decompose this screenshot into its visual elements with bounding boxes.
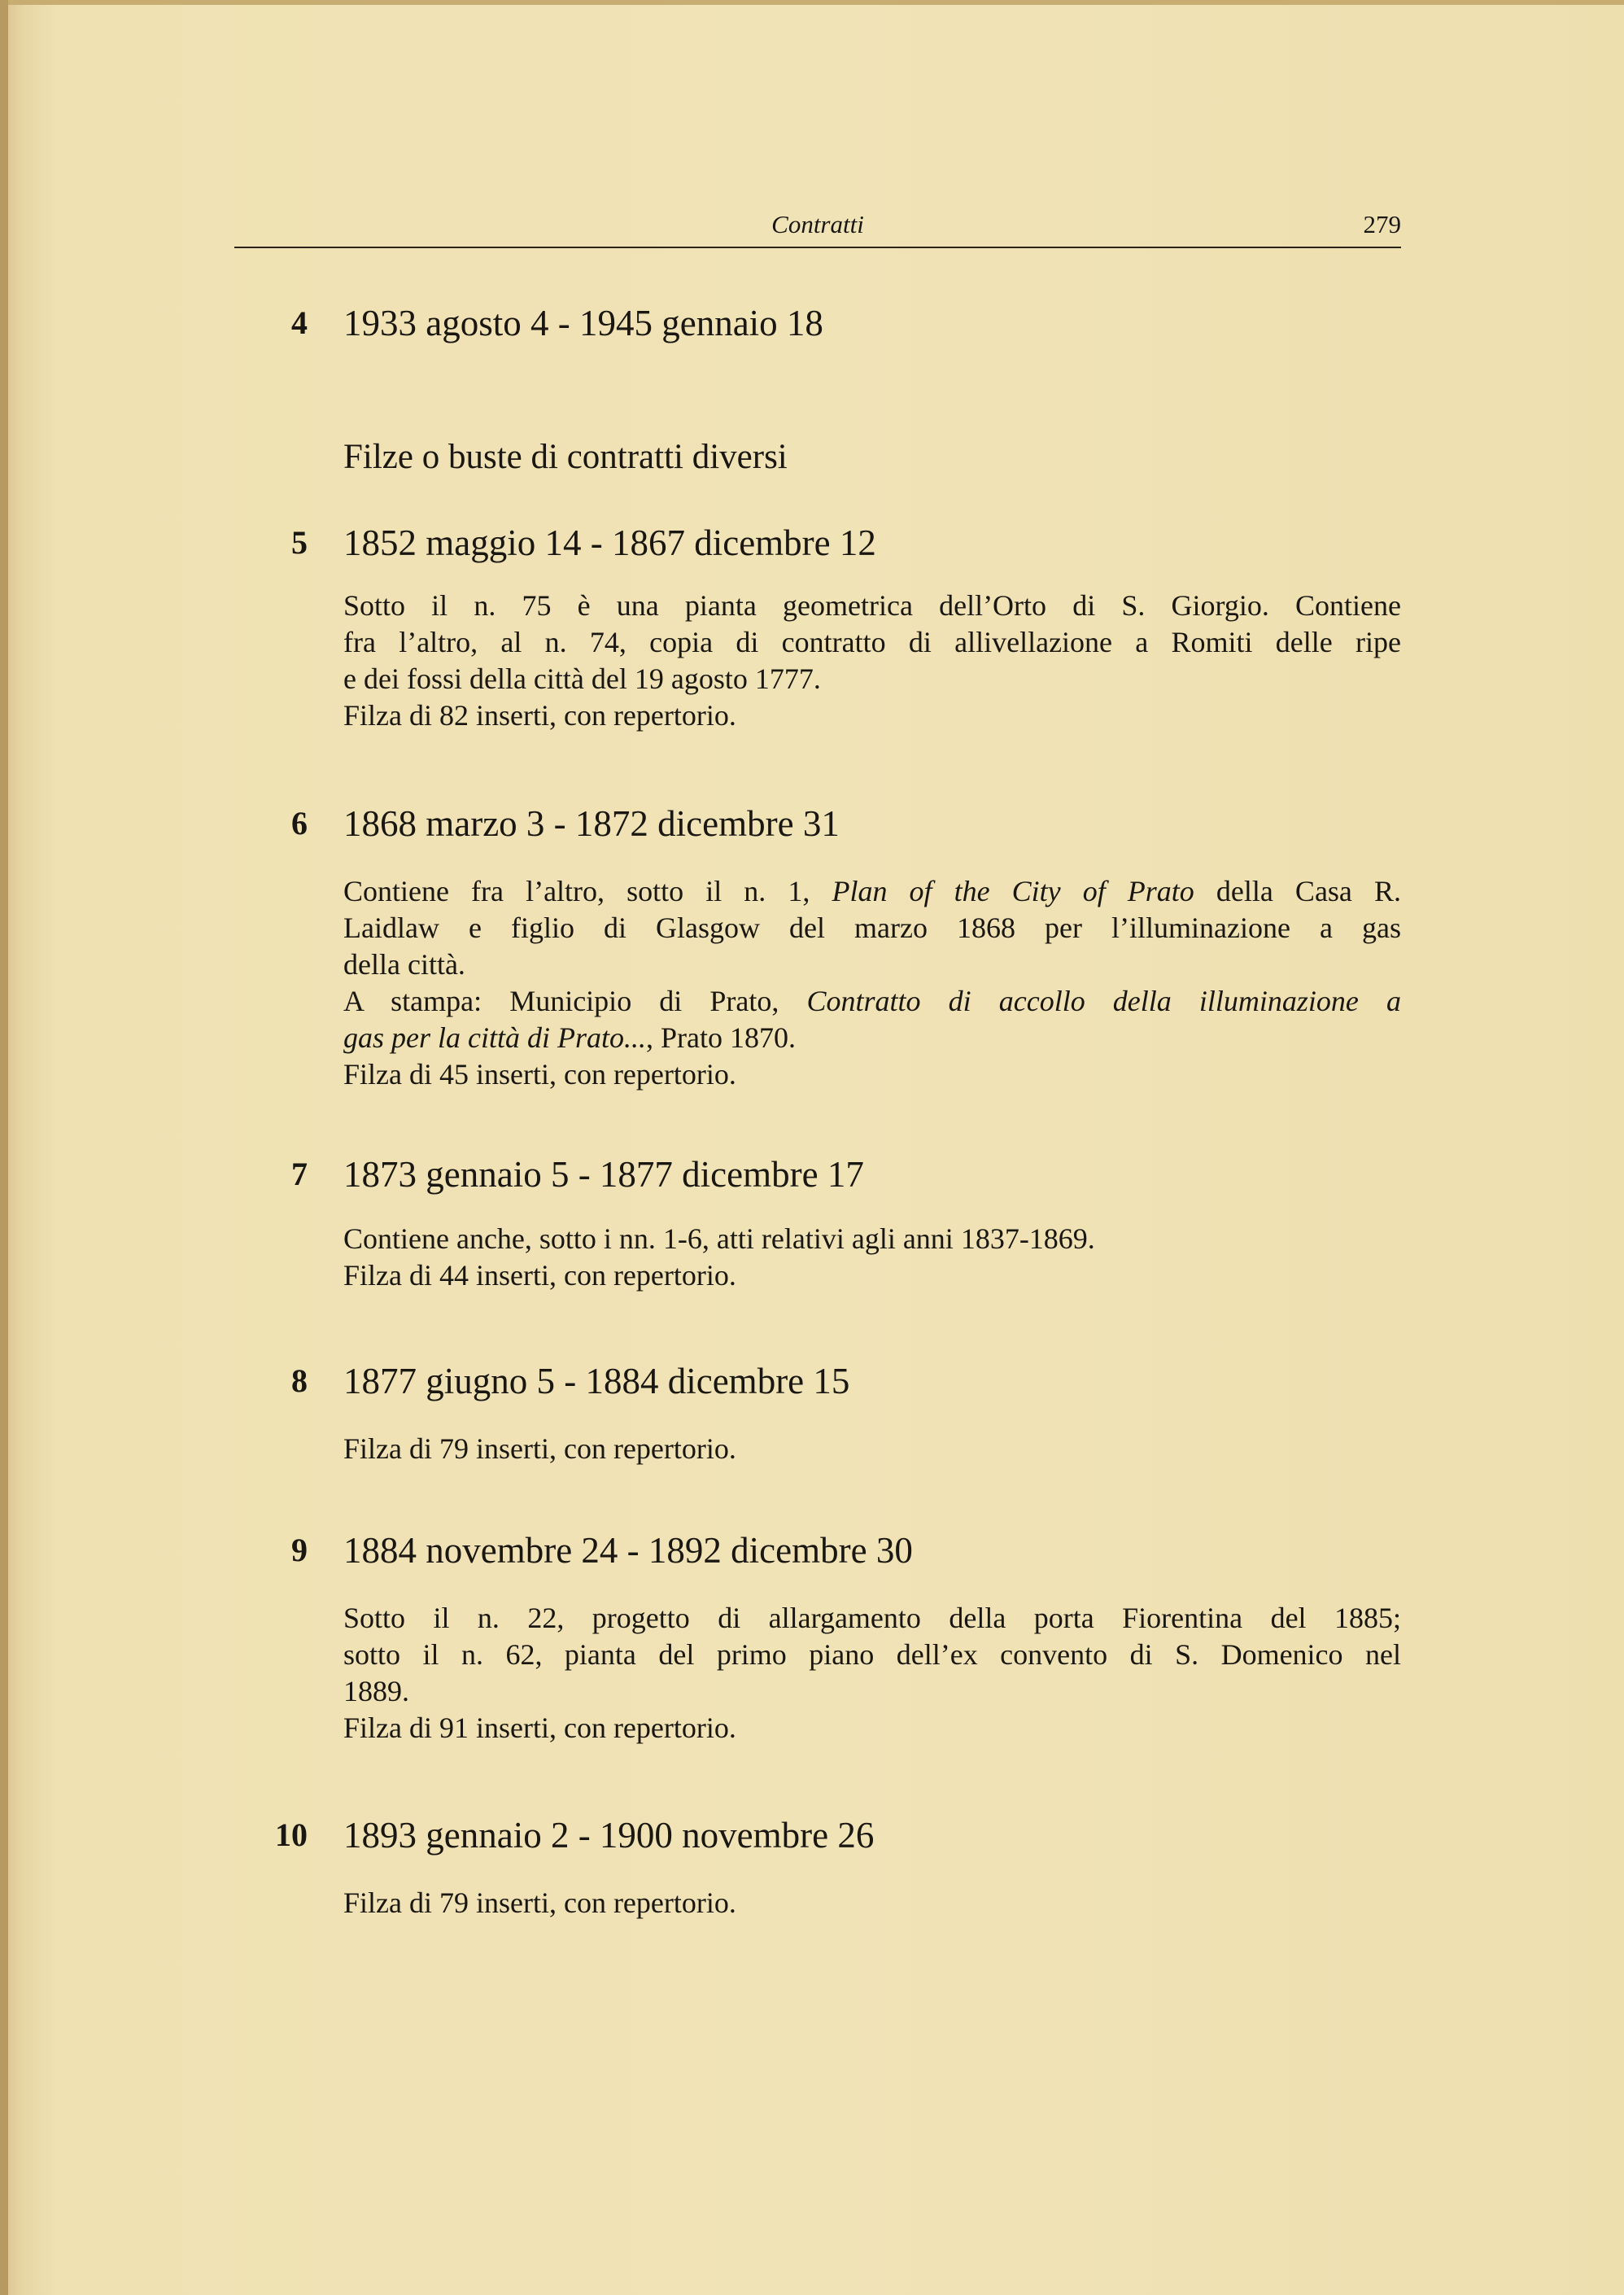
section-title: Filze o buste di contratti diversi xyxy=(343,438,788,476)
entry-date: 1884 novembre 24 - 1892 dicembre 30 xyxy=(343,1530,913,1571)
entry-6-description xyxy=(343,873,1401,1093)
page-header xyxy=(234,205,1401,244)
description-line xyxy=(343,873,1401,910)
description-line: della città. xyxy=(343,948,465,981)
page-left-edge xyxy=(0,0,8,2295)
entry-date: 1868 marzo 3 - 1872 dicembre 31 xyxy=(343,803,840,844)
entry-8-description xyxy=(343,1431,1401,1467)
description-line xyxy=(343,1020,1401,1056)
entry-number: 10 xyxy=(275,1816,308,1853)
description-line: Contiene anche, sotto i nn. 1-6, atti relativi agli anni 1837-1869. xyxy=(343,1222,1095,1255)
entry-number: 5 xyxy=(291,524,308,561)
entry-date: 1852 maggio 14 - 1867 dicembre 12 xyxy=(343,522,876,563)
description-text: della Casa R. xyxy=(1194,875,1401,907)
work-title: gas per la città di Prato... xyxy=(343,1021,646,1054)
description-line: fra l’altro, al n. 74, copia di contratto di allivellazione a Romiti delle ripe xyxy=(343,626,1401,658)
description-line: Sotto il n. 22, progetto di allargamento della porta Fiorentina del 1885; xyxy=(343,1602,1401,1634)
description-line: Filza di 79 inserti, con repertorio. xyxy=(343,1432,736,1465)
entry-date: 1933 agosto 4 - 1945 gennaio 18 xyxy=(343,303,823,343)
description-text: A stampa: Municipio di Prato, xyxy=(343,985,807,1017)
entry-9-description xyxy=(343,1600,1401,1746)
description-line: Filza di 44 inserti, con repertorio. xyxy=(343,1259,736,1292)
description-line: sotto il n. 62, pianta del primo piano dell’ex convento di S. Domenico nel xyxy=(343,1638,1401,1671)
header-rule xyxy=(234,247,1401,248)
description-line: Filza di 91 inserti, con repertorio. xyxy=(343,1711,736,1744)
work-title: Plan of the City of Prato xyxy=(832,875,1194,907)
page-number: 279 xyxy=(1363,210,1401,238)
description-line: Filza di 79 inserti, con repertorio. xyxy=(343,1886,736,1919)
entry-number: 9 xyxy=(291,1532,308,1568)
description-text: Contiene fra l’altro, sotto il n. 1, xyxy=(343,875,832,907)
entry-number: 8 xyxy=(291,1362,308,1399)
description-line: 1889. xyxy=(343,1675,409,1707)
description-line: e dei fossi della città del 19 agosto 1777. xyxy=(343,662,821,695)
entry-10-description xyxy=(343,1885,1401,1921)
description-line: Sotto il n. 75 è una pianta geometrica dell’Orto di S. Giorgio. Contiene xyxy=(343,589,1401,622)
entry-number: 6 xyxy=(291,805,308,842)
entry-number: 7 xyxy=(291,1156,308,1192)
entry-date: 1893 gennaio 2 - 1900 novembre 26 xyxy=(343,1815,875,1856)
page-top-edge xyxy=(0,0,1624,5)
description-line: Filza di 45 inserti, con repertorio. xyxy=(343,1058,736,1091)
entry-7-description xyxy=(343,1221,1401,1294)
description-text: , Prato 1870. xyxy=(646,1021,796,1054)
description-line xyxy=(343,983,1401,1020)
entry-date: 1873 gennaio 5 - 1877 dicembre 17 xyxy=(343,1154,864,1195)
entry-date: 1877 giugno 5 - 1884 dicembre 15 xyxy=(343,1361,850,1401)
entry-5-description xyxy=(343,588,1401,734)
description-line: Laidlaw e figlio di Glasgow del marzo 1868 per l’illuminazione a gas xyxy=(343,911,1401,944)
work-title: Contratto di accollo della illuminazione a xyxy=(806,985,1401,1017)
entry-number: 4 xyxy=(291,304,308,341)
description-line: Filza di 82 inserti, con repertorio. xyxy=(343,699,736,732)
running-title: Contratti xyxy=(771,210,864,238)
